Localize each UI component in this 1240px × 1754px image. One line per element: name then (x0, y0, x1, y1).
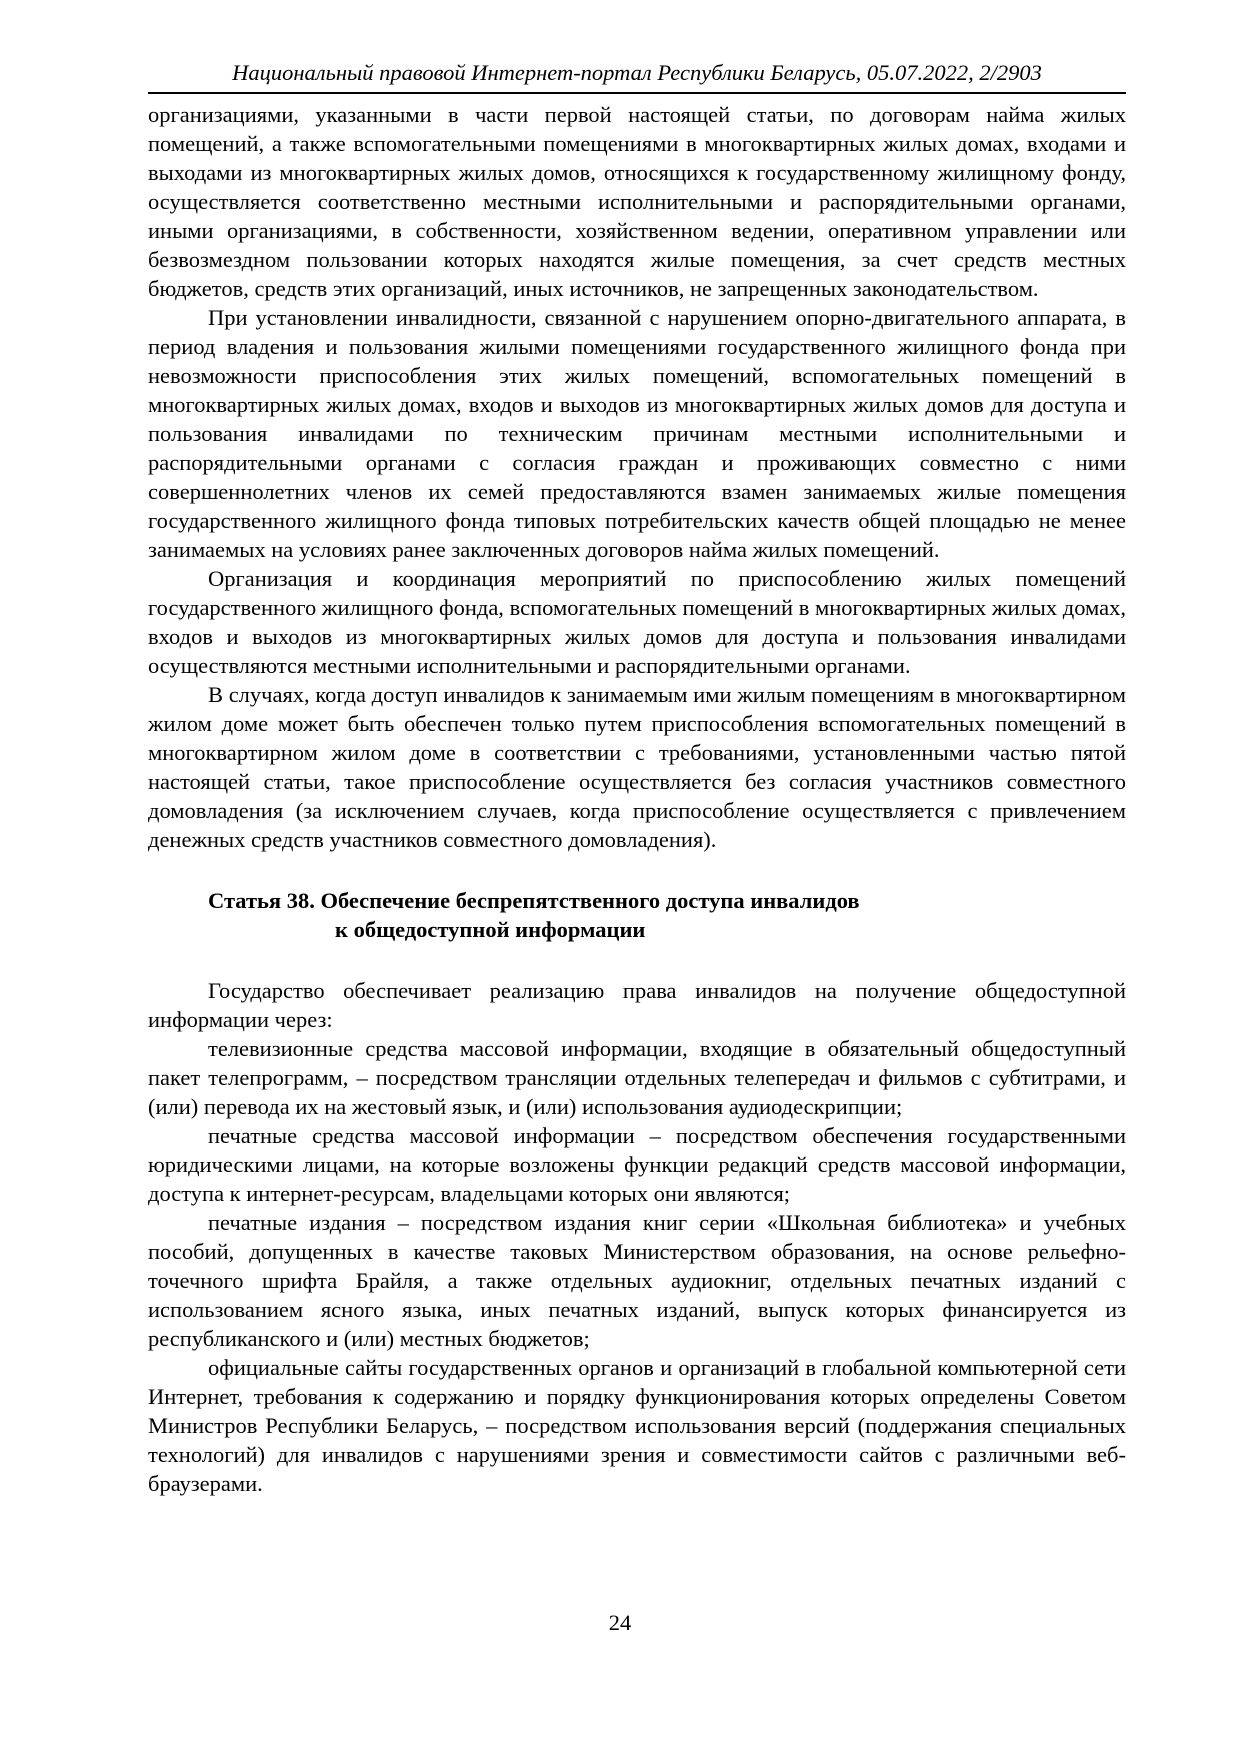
body-paragraph: печатные издания – посредством издания книг серии «Школьная библиотека» и учебных пособий, допущенных в качестве таковых Министерством образования, на основе рельефно-точечного шрифта Брайля, а также отдельных аудиокниг, отдельных печатных изданий с использованием ясного языка, иных печатных изданий, выпуск которых финансируется из республиканского и (или) местных бюджетов; (148, 1210, 1126, 1351)
article-heading (148, 886, 1126, 944)
body-paragraph: официальные сайты государственных органов и организаций в глобальной компьютерной сети Интернет, требования к содержанию и порядку функционирования которых определены Советом Министров Республики Беларусь, – посредством использования версий (поддержания специальных технологий) для инвалидов с нарушениями зрения и совместимости сайтов с различными веб-браузерами. (148, 1355, 1126, 1496)
page-number: 24 (608, 1610, 632, 1635)
body-paragraph: При установлении инвалидности, связанной с нарушением опорно-двигательного аппарата, в период владения и пользования жилыми помещениями государственного жилищного фонда при невозможности приспособления этих жилых помещений, вспомогательных помещений в многоквартирных жилых домах, входов и выходов из многоквартирных жилых домов для доступа и пользования инвалидами по техническим причинам местными исполнительными и распорядительными органами с согласия граждан и проживающих совместно с ними совершеннолетних членов их семей предоставляются взамен занимаемых жилые помещения государственного жилищного фонда типовых потребительских качеств общей площадью не менее занимаемых на условиях ранее заключенных договоров найма жилых помещений. (148, 305, 1126, 562)
body-paragraph: телевизионные средства массовой информации, входящие в обязательный общедоступный пакет телепрограмм, – посредством трансляции отдельных телепередач и фильмов с субтитрами, и (или) перевода их на жестовый язык, и (или) использования аудиодескрипции; (148, 1036, 1126, 1119)
body-paragraph: Государство обеспечивает реализацию права инвалидов на получение общедоступной информации через: (148, 978, 1126, 1032)
body-paragraph: организациями, указанными в части первой настоящей статьи, по договорам найма жилых помещений, а также вспомогательными помещениями в многоквартирных жилых домах, входами и выходами из многоквартирных жилых домов, относящихся к государственному жилищному фонду, осуществляется соответственно местными исполнительными и распорядительными органами, иными организациями, в собственности, хозяйственном ведении, оперативном управлении или безвозмездном пользовании которых находятся жилые помещения, за счет средств местных бюджетов, средств этих организаций, иных источников, не запрещенных законодательством. (148, 102, 1126, 301)
document-body (148, 100, 1126, 1498)
article-heading-line-2: к общедоступной информации (335, 917, 646, 942)
body-paragraph: Организация и координация мероприятий по приспособлению жилых помещений государственного жилищного фонда, вспомогательных помещений в многоквартирных жилых домах, входов и выходов из многоквартирных жилых домов для доступа и пользования инвалидами осуществляются местными исполнительными и распорядительными органами. (148, 566, 1126, 678)
document-header (148, 58, 1126, 94)
body-paragraph: В случаях, когда доступ инвалидов к занимаемым ими жилым помещениям в многоквартирном жилом доме может быть обеспечен только путем приспособления вспомогательных помещений в многоквартирном жилом доме в соответствии с требованиями, установленными частью пятой настоящей статьи, такое приспособление осуществляется без согласия участников совместного домовладения (за исключением случаев, когда приспособление осуществляется с привлечением денежных средств участников совместного домовладения). (148, 682, 1126, 852)
body-paragraph: печатные средства массовой информации – посредством обеспечения государственными юридическими лицами, на которые возложены функции редакций средств массовой информации, доступа к интернет-ресурсам, владельцами которых они являются; (148, 1123, 1126, 1206)
header-text: Национальный правовой Интернет-портал Республики Беларусь, 05.07.2022, 2/2903 (232, 60, 1042, 85)
article-heading-line-1: Статья 38. Обеспечение беспрепятственного доступа инвалидов (208, 888, 860, 913)
